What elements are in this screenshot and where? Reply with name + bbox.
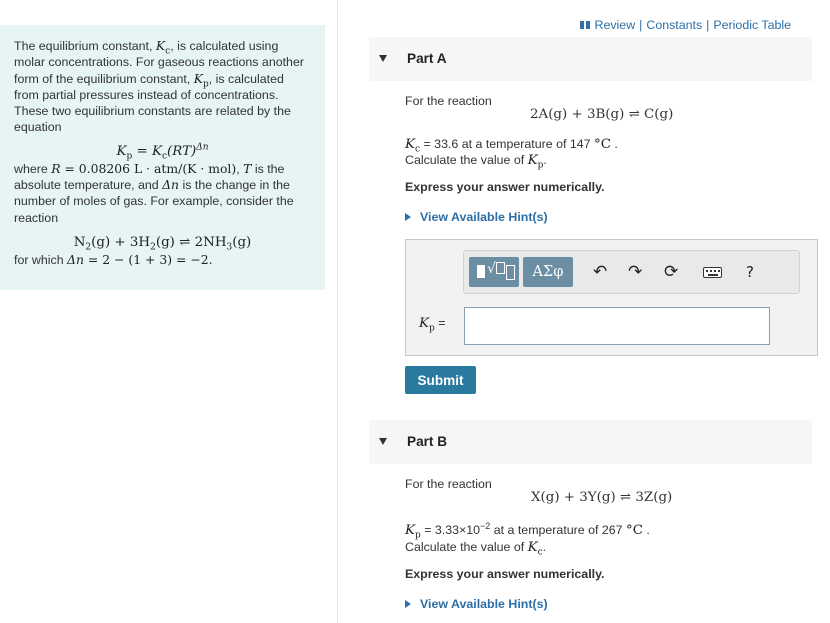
- part-a-instruction: Express your answer numerically.: [405, 180, 605, 194]
- constants-link[interactable]: Constants: [646, 18, 703, 32]
- intro-paragraph-2: where R = 0.08206 L · atm/(K · mol), T is the absolute temperature, and Δn is the change in the number of moles of gas. For example, consider the reaction: [14, 160, 294, 225]
- greek-symbols-button[interactable]: ΑΣφ: [523, 257, 573, 287]
- exponent-box-icon: [496, 262, 505, 274]
- hint-label: View Available Hint(s): [420, 597, 548, 611]
- kp-answer-label: $K_p$ =: [419, 316, 446, 334]
- top-links: [580, 18, 791, 32]
- separator: |: [639, 18, 643, 32]
- part-a-question: Calculate the value of $K_p$.: [405, 153, 547, 171]
- submit-button[interactable]: Submit: [405, 366, 476, 394]
- intro-paragraph-1: The equilibrium constant, $K_c$, is calculated using molar concentrations. For gaseous reactions another form of the equilibrium constant, $K_p$, is calculated from partial pressures instead of concentrations. These two equilibrium constants are related by the equation: [14, 38, 304, 135]
- kp-answer-input[interactable]: [464, 307, 770, 345]
- separator: |: [706, 18, 710, 32]
- part-a-header[interactable]: [369, 37, 812, 81]
- part-a-title: Part A: [407, 51, 447, 66]
- template-box-icon: [506, 265, 515, 280]
- intro-paragraph-3: for which Δn = 2 − (1 + 3) = −2.: [14, 251, 213, 267]
- part-b-header[interactable]: [369, 420, 812, 464]
- part-b-for-reaction: For the reaction: [405, 477, 492, 491]
- collapse-triangle-icon[interactable]: [379, 55, 387, 62]
- templates-button[interactable]: [469, 257, 519, 287]
- periodic-table-link[interactable]: Periodic Table: [713, 18, 791, 32]
- sqrt-icon: √: [487, 261, 496, 277]
- undo-icon[interactable]: ↶: [593, 262, 608, 282]
- kp-kc-equation: $K_p = K_c(RT)^{\Delta n}$: [116, 142, 209, 162]
- example-reaction: $N_2(g) + 3H_2(g)$ ⇌ $2NH_3(g)$: [73, 234, 252, 253]
- part-a-reaction: 2A(g) + 3B(g) ⇌ C(g): [530, 107, 674, 122]
- hint-label: View Available Hint(s): [420, 210, 548, 224]
- expand-triangle-icon: [405, 213, 411, 221]
- redo-icon[interactable]: ↷: [628, 262, 643, 282]
- collapse-triangle-icon[interactable]: [379, 438, 387, 445]
- reset-icon[interactable]: ⟳: [664, 262, 679, 282]
- intro-panel: [0, 25, 325, 290]
- expand-triangle-icon: [405, 600, 411, 608]
- part-a-hint-link[interactable]: [405, 210, 548, 224]
- part-b-instruction: Express your answer numerically.: [405, 567, 605, 581]
- help-button[interactable]: ?: [746, 263, 754, 281]
- panel-divider: [337, 0, 338, 623]
- part-a-for-reaction: For the reaction: [405, 94, 492, 108]
- template-box-icon: [477, 265, 485, 278]
- part-b-given: $K_p = 3.33\times 10^{-2}$ at a temperature of 267 °C .: [405, 520, 650, 541]
- book-icon: [580, 21, 590, 29]
- review-link[interactable]: Review: [594, 18, 636, 32]
- part-b-question: Calculate the value of $K_c$.: [405, 540, 547, 558]
- keyboard-icon[interactable]: [703, 267, 722, 278]
- part-b-title: Part B: [407, 434, 448, 449]
- part-b-hint-link[interactable]: [405, 597, 548, 611]
- part-a-given: $K_c = 33.6$ at a temperature of 147 °C .: [405, 137, 618, 155]
- part-b-reaction: X(g) + 3Y(g) ⇌ 3Z(g): [531, 490, 673, 505]
